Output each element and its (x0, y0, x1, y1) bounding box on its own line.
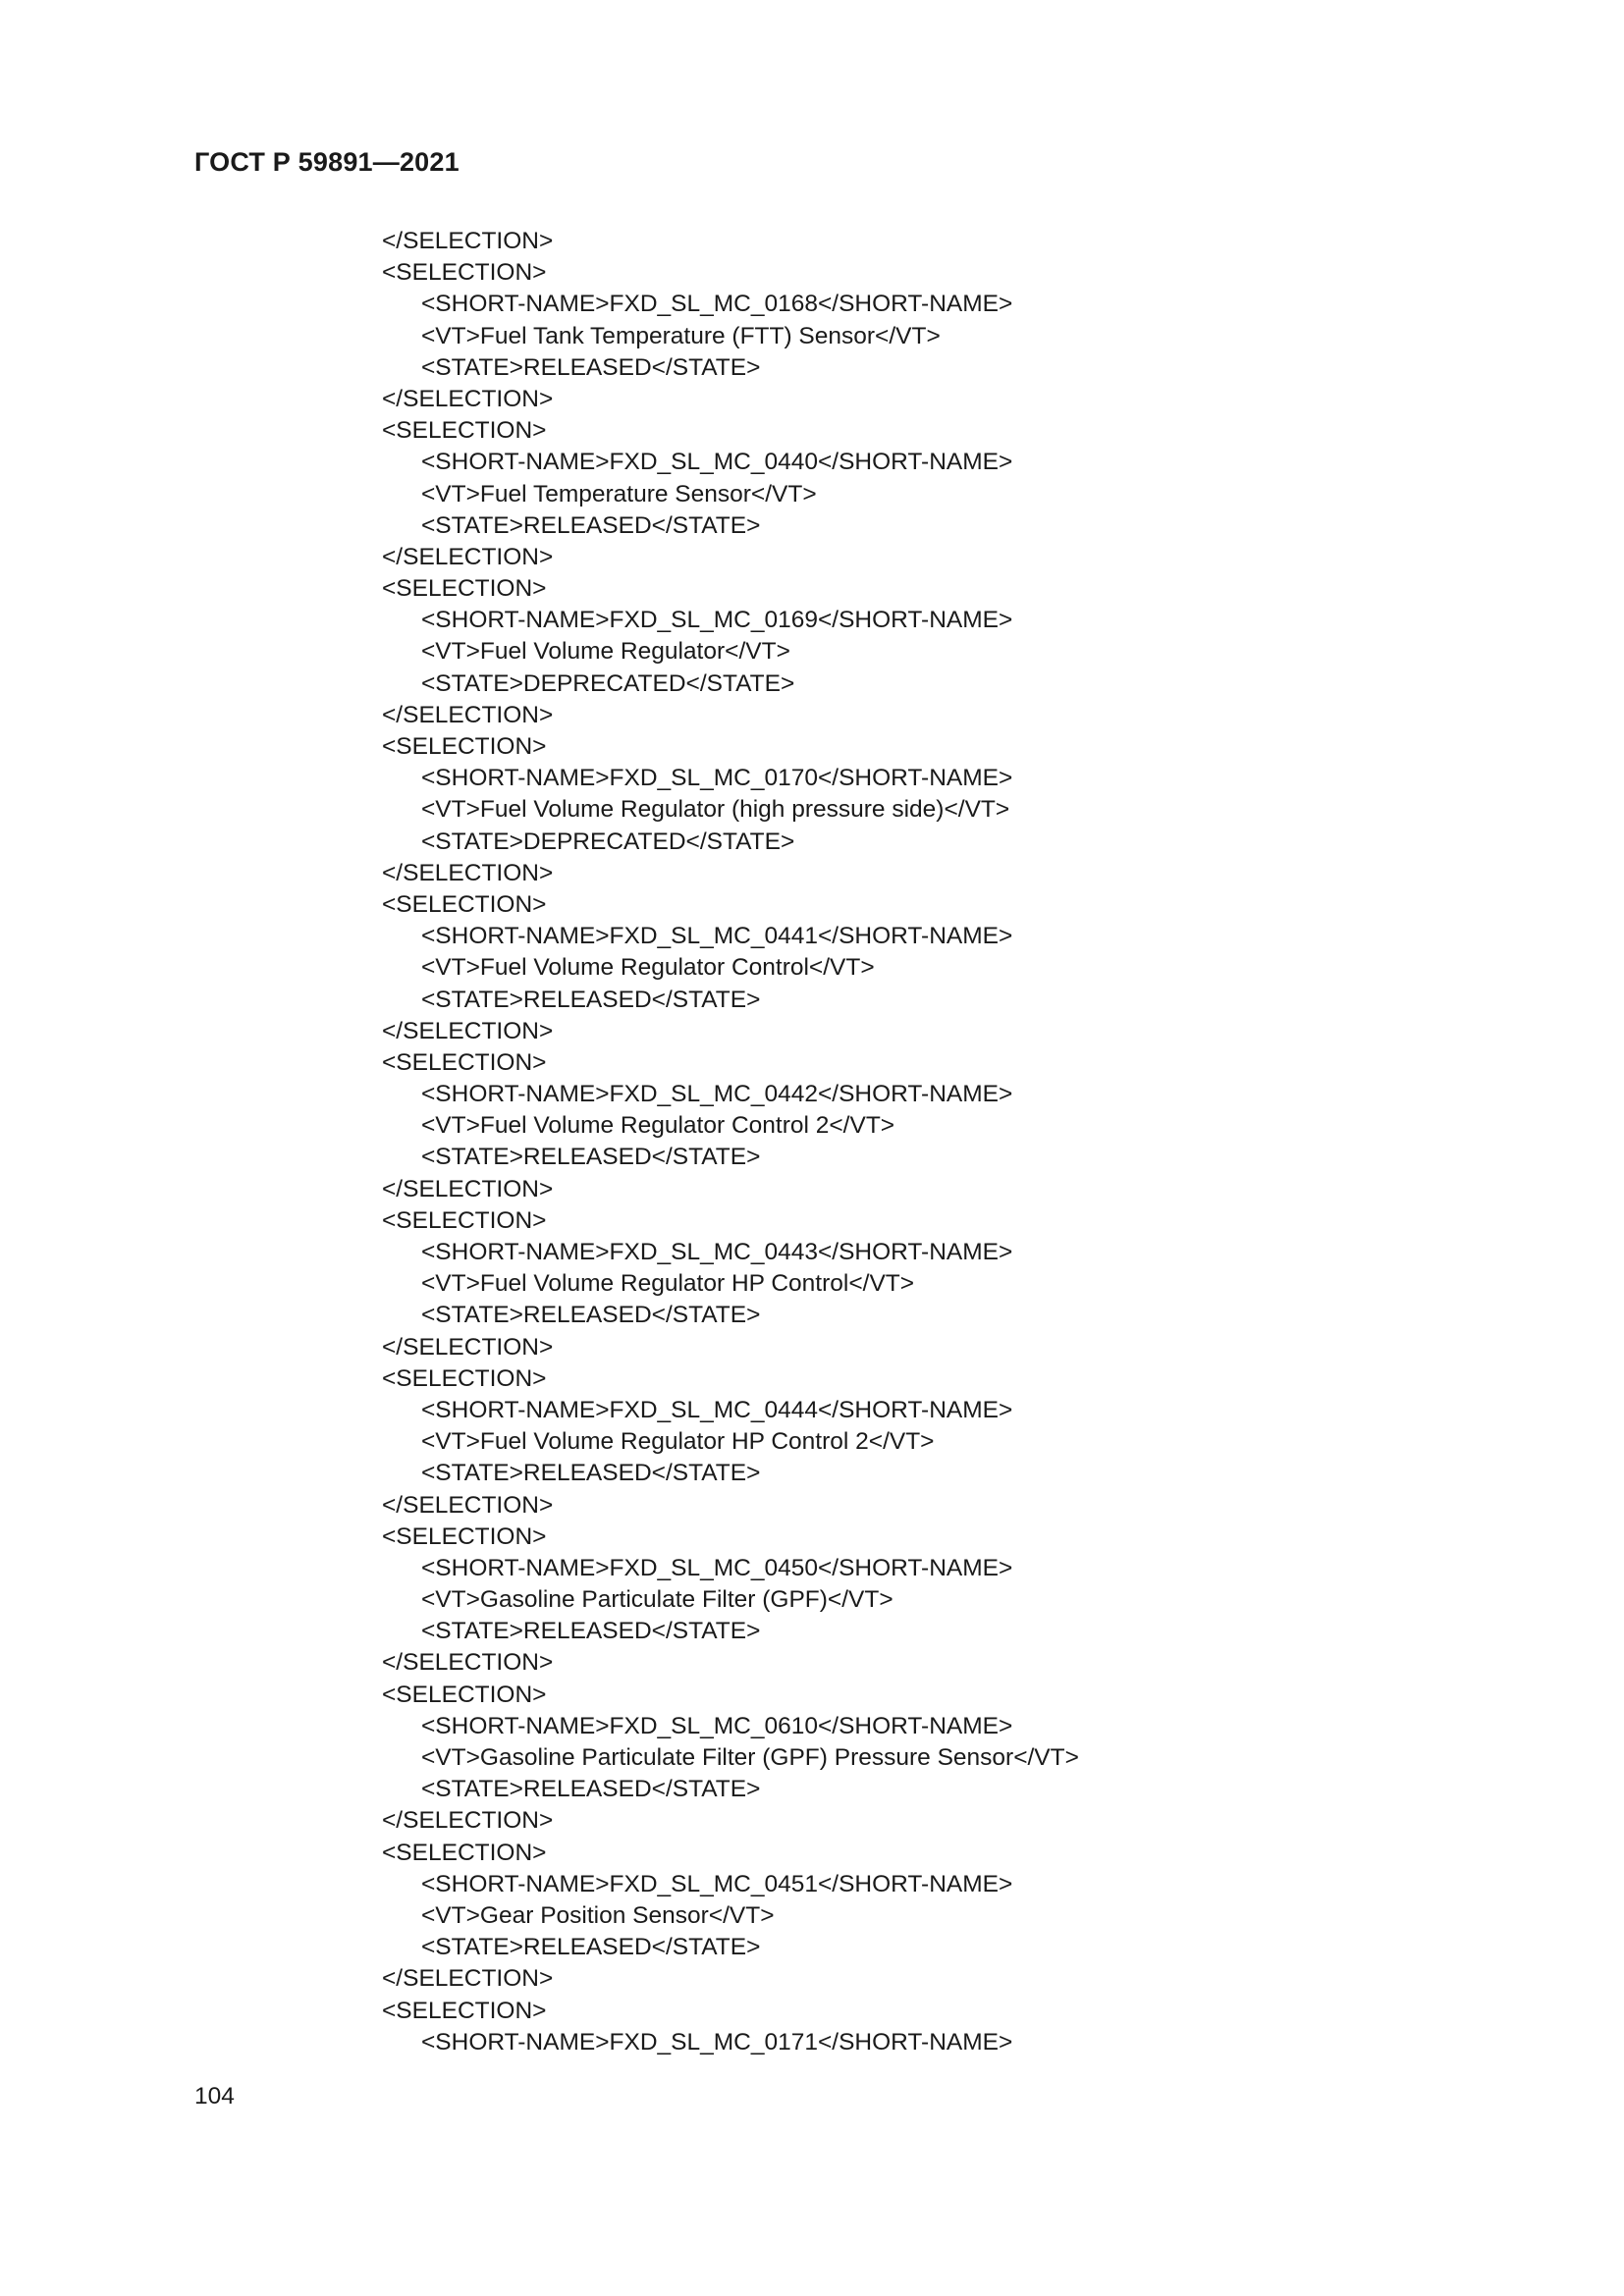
code-line: <STATE>DEPRECATED</STATE> (421, 828, 795, 855)
code-line: <SHORT-NAME>FXD_SL_MC_0168</SHORT-NAME> (421, 291, 1013, 318)
code-line: <VT>Fuel Temperature Sensor</VT> (421, 480, 817, 507)
code-line: <SHORT-NAME>FXD_SL_MC_0441</SHORT-NAME> (421, 923, 1013, 950)
code-line: <VT>Fuel Volume Regulator Control 2</VT> (421, 1112, 895, 1140)
code-line: <SELECTION> (382, 890, 547, 918)
code-line: <STATE>RELEASED</STATE> (421, 1302, 761, 1329)
code-line: <STATE>RELEASED</STATE> (421, 1144, 761, 1171)
code-line: <SELECTION> (382, 1839, 547, 1866)
page-number: 104 (194, 2083, 235, 2109)
code-line: </SELECTION> (382, 701, 554, 728)
code-line: <SELECTION> (382, 259, 547, 287)
code-line: <STATE>DEPRECATED</STATE> (421, 669, 795, 697)
code-line: <SELECTION> (382, 733, 547, 760)
code-line: </SELECTION> (382, 1649, 554, 1677)
code-line: </SELECTION> (382, 1333, 554, 1361)
code-line: <STATE>RELEASED</STATE> (421, 353, 761, 381)
code-line: <SHORT-NAME>FXD_SL_MC_0443</SHORT-NAME> (421, 1239, 1013, 1265)
code-line: <VT>Fuel Volume Regulator (high pressure side)</VT> (421, 796, 1010, 824)
code-line: <VT>Gear Position Sensor</VT> (421, 1901, 775, 1929)
xml-code-listing (382, 226, 1511, 2058)
code-line: <SELECTION> (382, 1206, 547, 1234)
code-line: <SELECTION> (382, 1997, 547, 2024)
code-line: <SHORT-NAME>FXD_SL_MC_0451</SHORT-NAME> (421, 1870, 1013, 1897)
code-line: <SHORT-NAME>FXD_SL_MC_0171</SHORT-NAME> (421, 2028, 1013, 2056)
code-line: <SHORT-NAME>FXD_SL_MC_0442</SHORT-NAME> (421, 1081, 1013, 1108)
code-line: <SHORT-NAME>FXD_SL_MC_0440</SHORT-NAME> (421, 449, 1013, 476)
code-line: </SELECTION> (382, 859, 554, 886)
code-line: <SELECTION> (382, 1522, 547, 1550)
code-line: <VT>Fuel Volume Regulator Control</VT> (421, 954, 875, 982)
code-line: <STATE>RELEASED</STATE> (421, 1776, 761, 1803)
code-line: <VT>Gasoline Particulate Filter (GPF) Pressure Sensor</VT> (421, 1744, 1079, 1771)
code-line: <VT>Fuel Volume Regulator HP Control</VT> (421, 1270, 915, 1298)
code-line: </SELECTION> (382, 1175, 554, 1202)
code-line: <SELECTION> (382, 417, 547, 445)
code-line: </SELECTION> (382, 385, 554, 412)
code-line: <SHORT-NAME>FXD_SL_MC_0444</SHORT-NAME> (421, 1396, 1013, 1423)
code-line: <STATE>RELEASED</STATE> (421, 986, 761, 1013)
code-line: <STATE>RELEASED</STATE> (421, 1618, 761, 1645)
code-line: <SELECTION> (382, 1048, 547, 1076)
code-line: <SHORT-NAME>FXD_SL_MC_0170</SHORT-NAME> (421, 765, 1013, 792)
code-line: <SELECTION> (382, 1364, 547, 1392)
code-line: <STATE>RELEASED</STATE> (421, 511, 761, 539)
code-line: </SELECTION> (382, 1965, 554, 1993)
code-line: <VT>Fuel Volume Regulator HP Control 2</VT> (421, 1428, 935, 1456)
code-line: <SHORT-NAME>FXD_SL_MC_0610</SHORT-NAME> (421, 1712, 1013, 1739)
code-line: </SELECTION> (382, 1807, 554, 1835)
code-line: <VT>Fuel Tank Temperature (FTT) Sensor</VT> (421, 322, 941, 349)
code-line: </SELECTION> (382, 228, 554, 254)
code-line: <SHORT-NAME>FXD_SL_MC_0169</SHORT-NAME> (421, 607, 1013, 634)
document-header: ГОСТ Р 59891—2021 (194, 147, 460, 177)
code-line: <SHORT-NAME>FXD_SL_MC_0450</SHORT-NAME> (421, 1554, 1013, 1581)
code-line: </SELECTION> (382, 1491, 554, 1519)
code-line: <VT>Fuel Volume Regulator</VT> (421, 638, 790, 666)
code-line: <STATE>RELEASED</STATE> (421, 1460, 761, 1487)
code-line: <STATE>RELEASED</STATE> (421, 1934, 761, 1961)
code-line: <VT>Gasoline Particulate Filter (GPF)</VT> (421, 1586, 893, 1614)
code-line: <SELECTION> (382, 575, 547, 603)
code-line: </SELECTION> (382, 1017, 554, 1044)
code-line: <SELECTION> (382, 1681, 547, 1708)
code-line: </SELECTION> (382, 543, 554, 570)
